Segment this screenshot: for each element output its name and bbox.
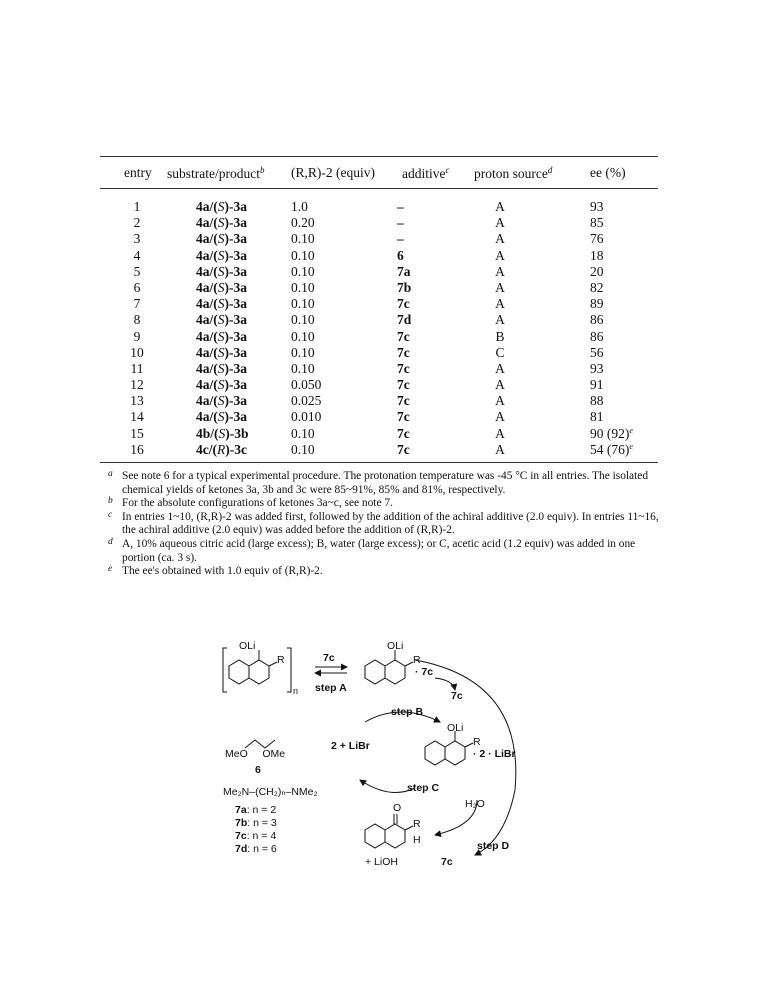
r-label-3: R <box>473 736 481 748</box>
footnote-mark: b <box>108 496 113 507</box>
compound-6-label: 6 <box>255 764 261 776</box>
ketone-product-structure <box>365 814 413 848</box>
header-ee: ee (%) <box>590 165 626 180</box>
table-footnotes <box>108 470 668 579</box>
cell-entry: 7 <box>133 296 141 312</box>
cell-substrate-product: 4a/(S)-3a <box>196 199 247 214</box>
cell-substrate-product: 4a/(S)-3a <box>196 377 247 393</box>
cell-proton-source: A <box>495 425 505 441</box>
cell-substrate-product: 4a/(S)-3a <box>196 215 247 231</box>
cell-ee: 81 <box>590 409 604 425</box>
left-bracket <box>223 648 227 692</box>
diamine-formula: Me₂N–(CH₂)ₙ–NMe₂ <box>223 786 318 798</box>
h-label-4: H <box>413 834 421 846</box>
cell-entry: 1 <box>133 199 141 214</box>
cell-ee: 89 <box>590 296 604 312</box>
cell-entry: 5 <box>133 263 141 279</box>
lioh-label: + LiOH <box>365 856 398 868</box>
free-7c-top: 7c <box>451 690 463 702</box>
cell-equiv: 1.0 <box>291 199 308 214</box>
cell-additive: 7c <box>397 409 410 425</box>
cell-additive: 7b <box>397 279 412 295</box>
oli-label-3: OLi <box>447 722 464 734</box>
cell-additive: 7a <box>397 263 411 279</box>
cell-substrate-product: 4a/(S)-3a <box>196 296 247 312</box>
footnote-e <box>108 565 668 579</box>
cell-additive: 7d <box>397 312 412 328</box>
cell-substrate-product: 4a/(S)-3a <box>196 344 247 360</box>
cell-equiv: 0.10 <box>291 328 315 344</box>
table-row <box>0 361 775 377</box>
table-row <box>0 345 775 361</box>
step-d-label: step D <box>477 840 510 852</box>
table-row <box>0 215 775 231</box>
cell-proton-source: A <box>495 247 505 263</box>
enolate-1-structure <box>229 650 277 684</box>
cell-equiv: 0.010 <box>291 409 322 425</box>
footnote-text: The ee's obtained with 1.0 equiv of (R,R)-2. <box>122 565 323 578</box>
cell-equiv: 0.10 <box>291 279 315 295</box>
table-row <box>0 442 775 458</box>
footnote-mark: c <box>108 509 113 520</box>
cell-ee: 91 <box>590 377 604 393</box>
cell-entry: 11 <box>130 360 144 376</box>
table-row <box>0 296 775 312</box>
enolate-7c-complex-structure <box>365 650 413 684</box>
table-row <box>0 231 775 247</box>
dme-structure <box>245 740 275 748</box>
table-header-rule <box>100 188 658 189</box>
legend-entry-7b: 7b: n = 3 <box>235 817 277 829</box>
cell-additive: – <box>397 215 404 231</box>
cell-equiv: 0.10 <box>291 441 315 457</box>
cell-ee: 85 <box>590 215 604 231</box>
r-label-4: R <box>413 818 421 830</box>
cell-proton-source: A <box>495 360 505 376</box>
cell-ee: 93 <box>590 360 604 376</box>
cell-additive: 6 <box>397 247 404 263</box>
cell-proton-source: C <box>495 344 505 360</box>
step-a-label: step A <box>315 682 347 694</box>
cell-substrate-product: 4a/(S)-3a <box>196 393 247 409</box>
step-b-label: step B <box>391 706 424 718</box>
right-bracket <box>287 648 291 692</box>
footnote-mark: d <box>108 536 113 547</box>
cell-substrate-product: 4a/(S)-3a <box>196 247 247 263</box>
cell-entry: 2 <box>133 215 141 231</box>
footnote-c <box>108 511 668 538</box>
cell-ee: 86 <box>590 328 604 344</box>
cell-additive: – <box>397 199 404 214</box>
cell-substrate-product: 4a/(S)-3a <box>196 312 247 328</box>
step-c-label: step C <box>407 782 440 794</box>
cell-equiv: 0.20 <box>291 215 315 231</box>
table-row <box>0 409 775 425</box>
footnote-text: A, 10% aqueous citric acid (large excess); B, water (large excess); or C, acetic acid (1.2 equiv) was added in one portion (ca. 3 s). <box>122 537 636 564</box>
cell-entry: 13 <box>130 393 144 409</box>
table-row <box>0 312 775 328</box>
header-substrate: substrate/product$^b$ <box>167 165 265 181</box>
cell-additive: 7c <box>397 344 410 360</box>
dot-2-libr-label: · 2 · LiBr <box>473 748 516 760</box>
two-libr-label: 2 + LiBr <box>331 740 370 752</box>
cell-entry: 6 <box>133 279 141 295</box>
cell-additive: 7c <box>397 296 410 312</box>
arrow-label-7c: 7c <box>323 652 335 664</box>
r-label-1: R <box>277 654 285 666</box>
cell-additive: – <box>397 231 404 247</box>
cell-equiv: 0.025 <box>291 393 322 409</box>
cell-equiv: 0.10 <box>291 263 315 279</box>
oli-label-1: OLi <box>239 640 256 652</box>
table-row <box>0 248 775 264</box>
cell-entry: 10 <box>130 344 144 360</box>
header-entry: entry <box>124 165 152 180</box>
cell-proton-source: A <box>495 409 505 425</box>
cell-proton-source: A <box>495 296 505 312</box>
cell-additive: 7c <box>397 441 410 457</box>
footnote-text: See note 6 for a typical experimental procedure. The protonation temperature was -45 °C in all entries. The isolated chemical yields of ketones 3a, 3b and 3c were 85~91%, 85% and 81%, respectively. <box>122 470 649 496</box>
cell-equiv: 0.10 <box>291 312 315 328</box>
footnote-text: In entries 1~10, (R,R)-2 was added first, followed by the addition of the achiral additive (2.0 equiv). In entries 11~16, the achiral additive (2.0 equiv) was added before the addition of (R,R)-2. <box>122 510 659 537</box>
cell-ee: 93 <box>590 199 604 214</box>
table-row <box>0 377 775 393</box>
table-row <box>0 393 775 409</box>
footnote-text: For the absolute configurations of ketones 3a~c, see note 7. <box>122 497 393 510</box>
table-row <box>0 264 775 280</box>
reaction-scheme <box>215 640 555 880</box>
footnote-d <box>108 538 668 565</box>
cell-equiv: 0.10 <box>291 360 315 376</box>
cell-equiv: 0.10 <box>291 296 315 312</box>
enolate-chiral-complex-structure <box>425 731 473 765</box>
cell-ee: 82 <box>590 279 604 295</box>
cell-entry: 4 <box>133 247 141 263</box>
cell-proton-source: A <box>495 312 505 328</box>
cell-substrate-product: 4a/(S)-3a <box>196 231 247 247</box>
cell-ee: 86 <box>590 312 604 328</box>
cell-equiv: 0.10 <box>291 344 315 360</box>
cell-proton-source: A <box>495 393 505 409</box>
n-subscript: n <box>293 686 299 696</box>
footnote-b <box>108 497 668 511</box>
cell-entry: 9 <box>133 328 141 344</box>
ketone-o-label: O <box>393 802 402 814</box>
free-7c-bottom: 7c <box>441 856 453 868</box>
cell-proton-source: A <box>495 279 505 295</box>
cell-entry: 8 <box>133 312 141 328</box>
cell-entry: 3 <box>133 231 141 247</box>
cell-ee: 54 $(76)^e$ <box>590 441 633 457</box>
cell-proton-source: A <box>495 377 505 393</box>
legend-entry-7a: 7a: n = 2 <box>235 804 277 816</box>
cell-proton-source: A <box>495 215 505 231</box>
cell-entry: 14 <box>130 409 144 425</box>
cell-ee: 20 <box>590 263 604 279</box>
cell-ee: 56 <box>590 344 604 360</box>
cell-equiv: 0.050 <box>291 377 322 393</box>
cell-proton-source: B <box>495 328 505 344</box>
header-equiv: (R,R)-2 (equiv) <box>291 165 375 180</box>
cell-substrate-product: 4a/(S)-3a <box>196 328 247 344</box>
table-row <box>0 280 775 296</box>
cell-ee: 76 <box>590 231 604 247</box>
cell-substrate-product: 4a/(S)-3a <box>196 279 247 295</box>
r-label-2: R <box>413 654 421 666</box>
water-label: H₂O <box>465 798 485 810</box>
cell-ee: 88 <box>590 393 604 409</box>
cell-proton-source: A <box>495 199 505 214</box>
cell-substrate-product: 4a/(S)-3a <box>196 360 247 376</box>
dot-7c-label: · 7c <box>415 666 434 678</box>
cell-substrate-product: 4a/(S)-3a <box>196 409 247 425</box>
dme-label: MeO OMe <box>225 748 286 760</box>
table-top-rule <box>100 156 658 157</box>
inner-7c-arrow <box>435 678 455 690</box>
table-row <box>0 329 775 345</box>
cell-additive: 7c <box>397 360 410 376</box>
cell-ee: 90 $(92)^e$ <box>590 425 633 441</box>
cell-equiv: 0.10 <box>291 231 315 247</box>
table-body <box>0 199 775 458</box>
cell-equiv: 0.10 <box>291 247 315 263</box>
cell-additive: 7c <box>397 425 410 441</box>
cell-ee: 18 <box>590 247 604 263</box>
header-proton-source: proton source$^d$ <box>474 165 553 181</box>
header-additive: additive$^c$ <box>402 165 450 181</box>
footnote-a <box>108 470 668 497</box>
cell-proton-source: A <box>495 441 505 457</box>
cell-additive: 7c <box>397 377 410 393</box>
table-row <box>0 199 775 215</box>
cell-entry: 16 <box>130 441 144 457</box>
cell-substrate-product: 4c/(R)-3c <box>196 441 247 457</box>
oli-label-2: OLi <box>387 640 404 652</box>
footnote-mark: e <box>108 564 113 575</box>
legend-entry-7c: 7c: n = 4 <box>235 830 277 842</box>
cell-substrate-product: 4b/(S)-3b <box>196 425 249 441</box>
table-bottom-rule <box>100 462 658 463</box>
cell-additive: 7c <box>397 328 410 344</box>
cell-entry: 15 <box>130 425 144 441</box>
cell-proton-source: A <box>495 263 505 279</box>
cell-entry: 12 <box>130 377 144 393</box>
legend-entry-7d: 7d: n = 6 <box>235 843 277 855</box>
cell-proton-source: A <box>495 231 505 247</box>
cell-equiv: 0.10 <box>291 425 315 441</box>
table-row <box>0 426 775 442</box>
cell-substrate-product: 4a/(S)-3a <box>196 263 247 279</box>
cell-additive: 7c <box>397 393 410 409</box>
footnote-mark: a <box>108 469 113 479</box>
